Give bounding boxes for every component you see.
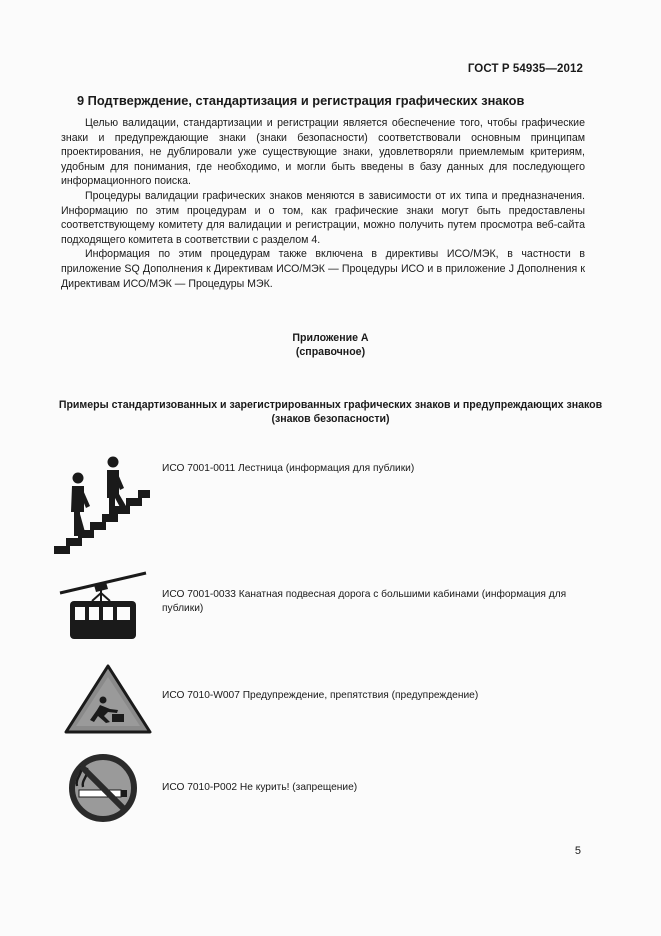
appendix-title: Приложение А xyxy=(292,332,369,344)
standard-number: ГОСТ Р 54935—2012 xyxy=(467,63,583,75)
sign-caption-4: ИСО 7010-P002 Не курить! (запрещение) xyxy=(162,782,358,793)
paragraph-2: Процедуры валидации графических знаков меняются в зависимости от их типа и предназначения. Информацию по этим процедурам и о том, как графические знаки могут быть предоставлены соответствующему комитету для валидации и регистрации, можно получить путем просмотра веб-сайта подходящего комитета в соответствии с разделом 4. xyxy=(61,189,585,246)
page-number: 5 xyxy=(574,845,581,857)
appendix-header xyxy=(0,331,661,359)
sign-caption-1: ИСО 7001-0011 Лестница (информация для публики) xyxy=(162,463,415,474)
paragraph-1: Целью валидации, стандартизации и регистрации является обеспечение того, чтобы графические знаки и предупреждающие знаки (знаки безопасности) соответствовали основным принципам проектирования, не дублировали уже существующие знаки, удовлетворяли приемлемым критериям, удобным для понимания, где необходимо, и могли быть введены в базу данных для последующего информационного поиска. xyxy=(61,117,585,188)
cable-car-icon xyxy=(58,571,148,643)
no-smoking-icon xyxy=(67,752,139,824)
paragraph-3: Информация по этим процедурам также включена в директивы ИСО/МЭК, в частности в приложение SQ Дополнения к Директивам ИСО/МЭК — Процедуры ИСО и в приложение J Дополнения к Директивам ИСО/МЭК — Процедуры МЭК. xyxy=(61,248,585,290)
section-heading: 9 Подтверждение, стандартизация и регистрация графических знаков xyxy=(77,93,525,108)
examples-heading: Примеры стандартизованных и зарегистрированных графических знаков и предупреждающих знаков (знаков безопасности) xyxy=(58,399,603,425)
obstacle-warning-icon xyxy=(64,664,152,734)
stairs-icon xyxy=(54,454,154,554)
appendix-subtitle: (справочное) xyxy=(295,346,366,358)
section-body xyxy=(61,116,585,291)
sign-caption-2: ИСО 7001-0033 Канатная подвесная дорога с большими кабинами (информация для публики) xyxy=(162,589,567,614)
sign-caption-3: ИСО 7010-W007 Предупреждение, препятствия (предупреждение) xyxy=(162,690,479,701)
